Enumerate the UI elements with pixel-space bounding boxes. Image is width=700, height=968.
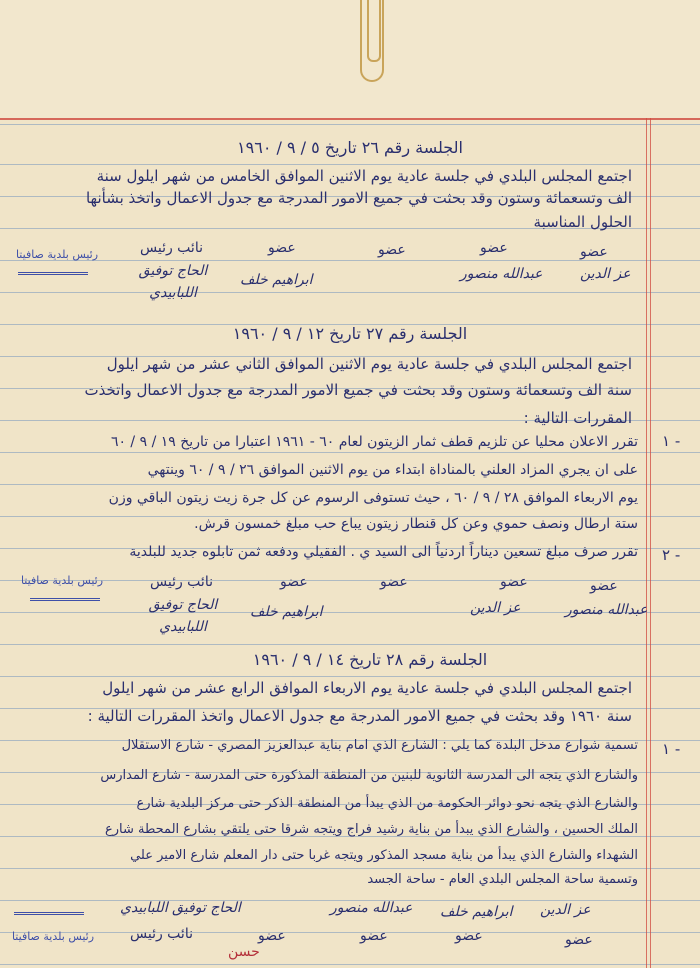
s1-name-1: عز الدين: [580, 266, 631, 282]
s3-label-2: عضو: [455, 928, 483, 944]
s1-label-4: عضو: [268, 240, 296, 256]
s1-stamp-mark: [18, 272, 88, 283]
s3-item1-line-2: والشارع الذي يتجه الى المدرسة الثانوية للبنين من المنطقة المذكورة حتى المدرسة - شارع المدارس: [100, 768, 638, 783]
session2-heading: الجلسة رقم ٢٧ تاريخ ١٢ / ٩ / ١٩٦٠: [232, 324, 468, 343]
s3-item1-line-4: الملك الحسين ، والشارع الذي يبدأ من بناية رشيد فراج ويتجه شرقا حتى يلتقي بشارع المحطة شارع: [105, 822, 638, 837]
s1-label-1: عضو: [580, 244, 608, 260]
s2-item1-number: ١ -: [662, 432, 681, 450]
s1-name-2: عبدالله منصور: [460, 266, 543, 282]
s3-name-5: الحاج توفيق اللبابيدي: [120, 900, 241, 916]
s1-name-4: ابراهيم خلف: [240, 272, 313, 288]
session1-line-1: اجتمع المجلس البلدي في جلسة عادية يوم الاثنين الموافق الخامس من شهر ايلول سنة: [96, 167, 632, 185]
s2-item2-number: ٢ -: [662, 546, 681, 564]
s3-item1-line-5: الشهداء والشارع الذي يبدأ من بناية مسجد المذكور ويتجه غربا حتى دار المعلم شارع الامير علي: [130, 848, 638, 863]
session2-line-1: اجتمع المجلس البلدي في جلسة عادية يوم الاثنين الموافق الثاني عشر من شهر ايلول: [106, 355, 632, 373]
s2-item2-line-1: تقرر صرف مبلغ تسعين ديناراً اردنياً الى السيد ي . الفقيلي ودفعه ثمن تابلوه جديد للبلدية: [129, 544, 638, 560]
s2-label-4: عضو: [280, 574, 308, 590]
s3-item1-line-6: وتسمية ساحة المجلس البلدي العام - ساحة الجسد: [367, 872, 638, 887]
s2-item1-line-3: يوم الاربعاء الموافق ٢٨ / ٩ / ٦٠ ، حيث تستوفى الرسوم عن كل جرة زيت زيتون الباقي وزن: [108, 490, 638, 506]
s2-stamp-mark: [30, 598, 100, 609]
s2-item1-line-4: ستة ارطال ونصف حموي وعن كل قنطار زيتون يباع حب مبلغ خمسون قرش.: [194, 516, 638, 532]
session1-line-3: الحلول المناسبة: [533, 213, 632, 231]
s2-item1-line-1: تقرر الاعلان محليا عن تلزيم قطف ثمار الزيتون لعام ٦٠ - ١٩٦١ اعتبارا من تاريخ ١٩ / ٩ / ٦٠: [110, 434, 638, 450]
s2-name-4: الحاج توفيق اللبابيدي: [148, 597, 218, 635]
header-red-rule: [0, 118, 700, 120]
s1-label-2: عضو: [480, 240, 508, 256]
session3-line-1: اجتمع المجلس البلدي في جلسة عادية يوم الاربعاء الموافق الرابع عشر من شهر ايلول: [102, 679, 632, 697]
s3-item1-number: ١ -: [662, 740, 681, 758]
margin-rule-outer: [650, 118, 651, 968]
s3-name-2: ابراهيم خلف: [440, 904, 513, 920]
s3-stamp: رئيس بلدية صافيتا: [11, 930, 95, 943]
session2-line-3: المقررات التالية :: [523, 409, 632, 427]
s3-name-3: عبدالله منصور: [330, 900, 413, 916]
s3-item1-line-3: والشارع الذي يتجه نحو دوائر الحكومة من الذي يبدأ من المنطقة الذكر حتى مركز البلدية شارع: [136, 796, 638, 811]
s2-label-5: نائب رئيس: [150, 574, 213, 590]
s3-red-note: حسن: [228, 944, 260, 960]
s1-label-5: نائب رئيس: [140, 240, 203, 256]
s3-label-1: عضو: [565, 932, 593, 948]
s3-item1-line-1: تسمية شوارع مدخل البلدة كما يلي : الشارع الذي امام بناية عبدالعزيز المصري - شارع الاستقلال: [121, 738, 638, 753]
page-header-blank: [0, 0, 700, 118]
s3-label-5: نائب رئيس: [130, 926, 193, 942]
s2-label-1: عضو: [590, 578, 618, 594]
session3-heading: الجلسة رقم ٢٨ تاريخ ١٤ / ٩ / ١٩٦٠: [252, 650, 488, 669]
s2-label-2: عضو: [500, 574, 528, 590]
s2-stamp: رئيس بلدية صافيتا: [20, 574, 104, 587]
s3-label-4: عضو: [258, 928, 286, 944]
session3-line-2: سنة ١٩٦٠ وقد بحثت في جميع الامور المدرجة مع جدول الاعمال واتخذ المقررات التالية :: [87, 707, 632, 725]
s3-label-3: عضو: [360, 928, 388, 944]
s3-stamp-mark: [14, 912, 84, 923]
s1-stamp: رئيس بلدية صافيتا: [15, 248, 99, 261]
session2-line-2: سنة الف وتسعمائة وستون وقد بحثت في جميع الامور المدرجة مع جدول الاعمال واتخذت: [84, 381, 632, 399]
s3-name-1: عز الدين: [540, 902, 591, 918]
s2-label-3: عضو: [380, 574, 408, 590]
session1-line-2: الف وتسعمائة وستون وقد بحثت في جميع الامور المدرجة مع جدول الاعمال واتخذ بشأنها: [85, 189, 632, 207]
s2-item1-line-2: على ان يجري المزاد العلني بالمناداة ابتداء من يوم الاثنين الموافق ٢٦ / ٩ / ٦٠ وينتهي: [147, 462, 638, 478]
paper-clip-icon: [360, 0, 384, 82]
s2-name-1: عبدالله منصور: [565, 602, 648, 618]
s2-name-2: عز الدين: [470, 600, 521, 616]
s1-label-3: عضو: [378, 242, 406, 258]
session1-heading: الجلسة رقم ٢٦ تاريخ ٥ / ٩ / ١٩٦٠: [237, 138, 463, 157]
margin-rule-inner: [646, 118, 647, 968]
s1-name-5: الحاج توفيق اللبابيدي: [138, 263, 208, 301]
s2-name-3: ابراهيم خلف: [250, 604, 323, 620]
